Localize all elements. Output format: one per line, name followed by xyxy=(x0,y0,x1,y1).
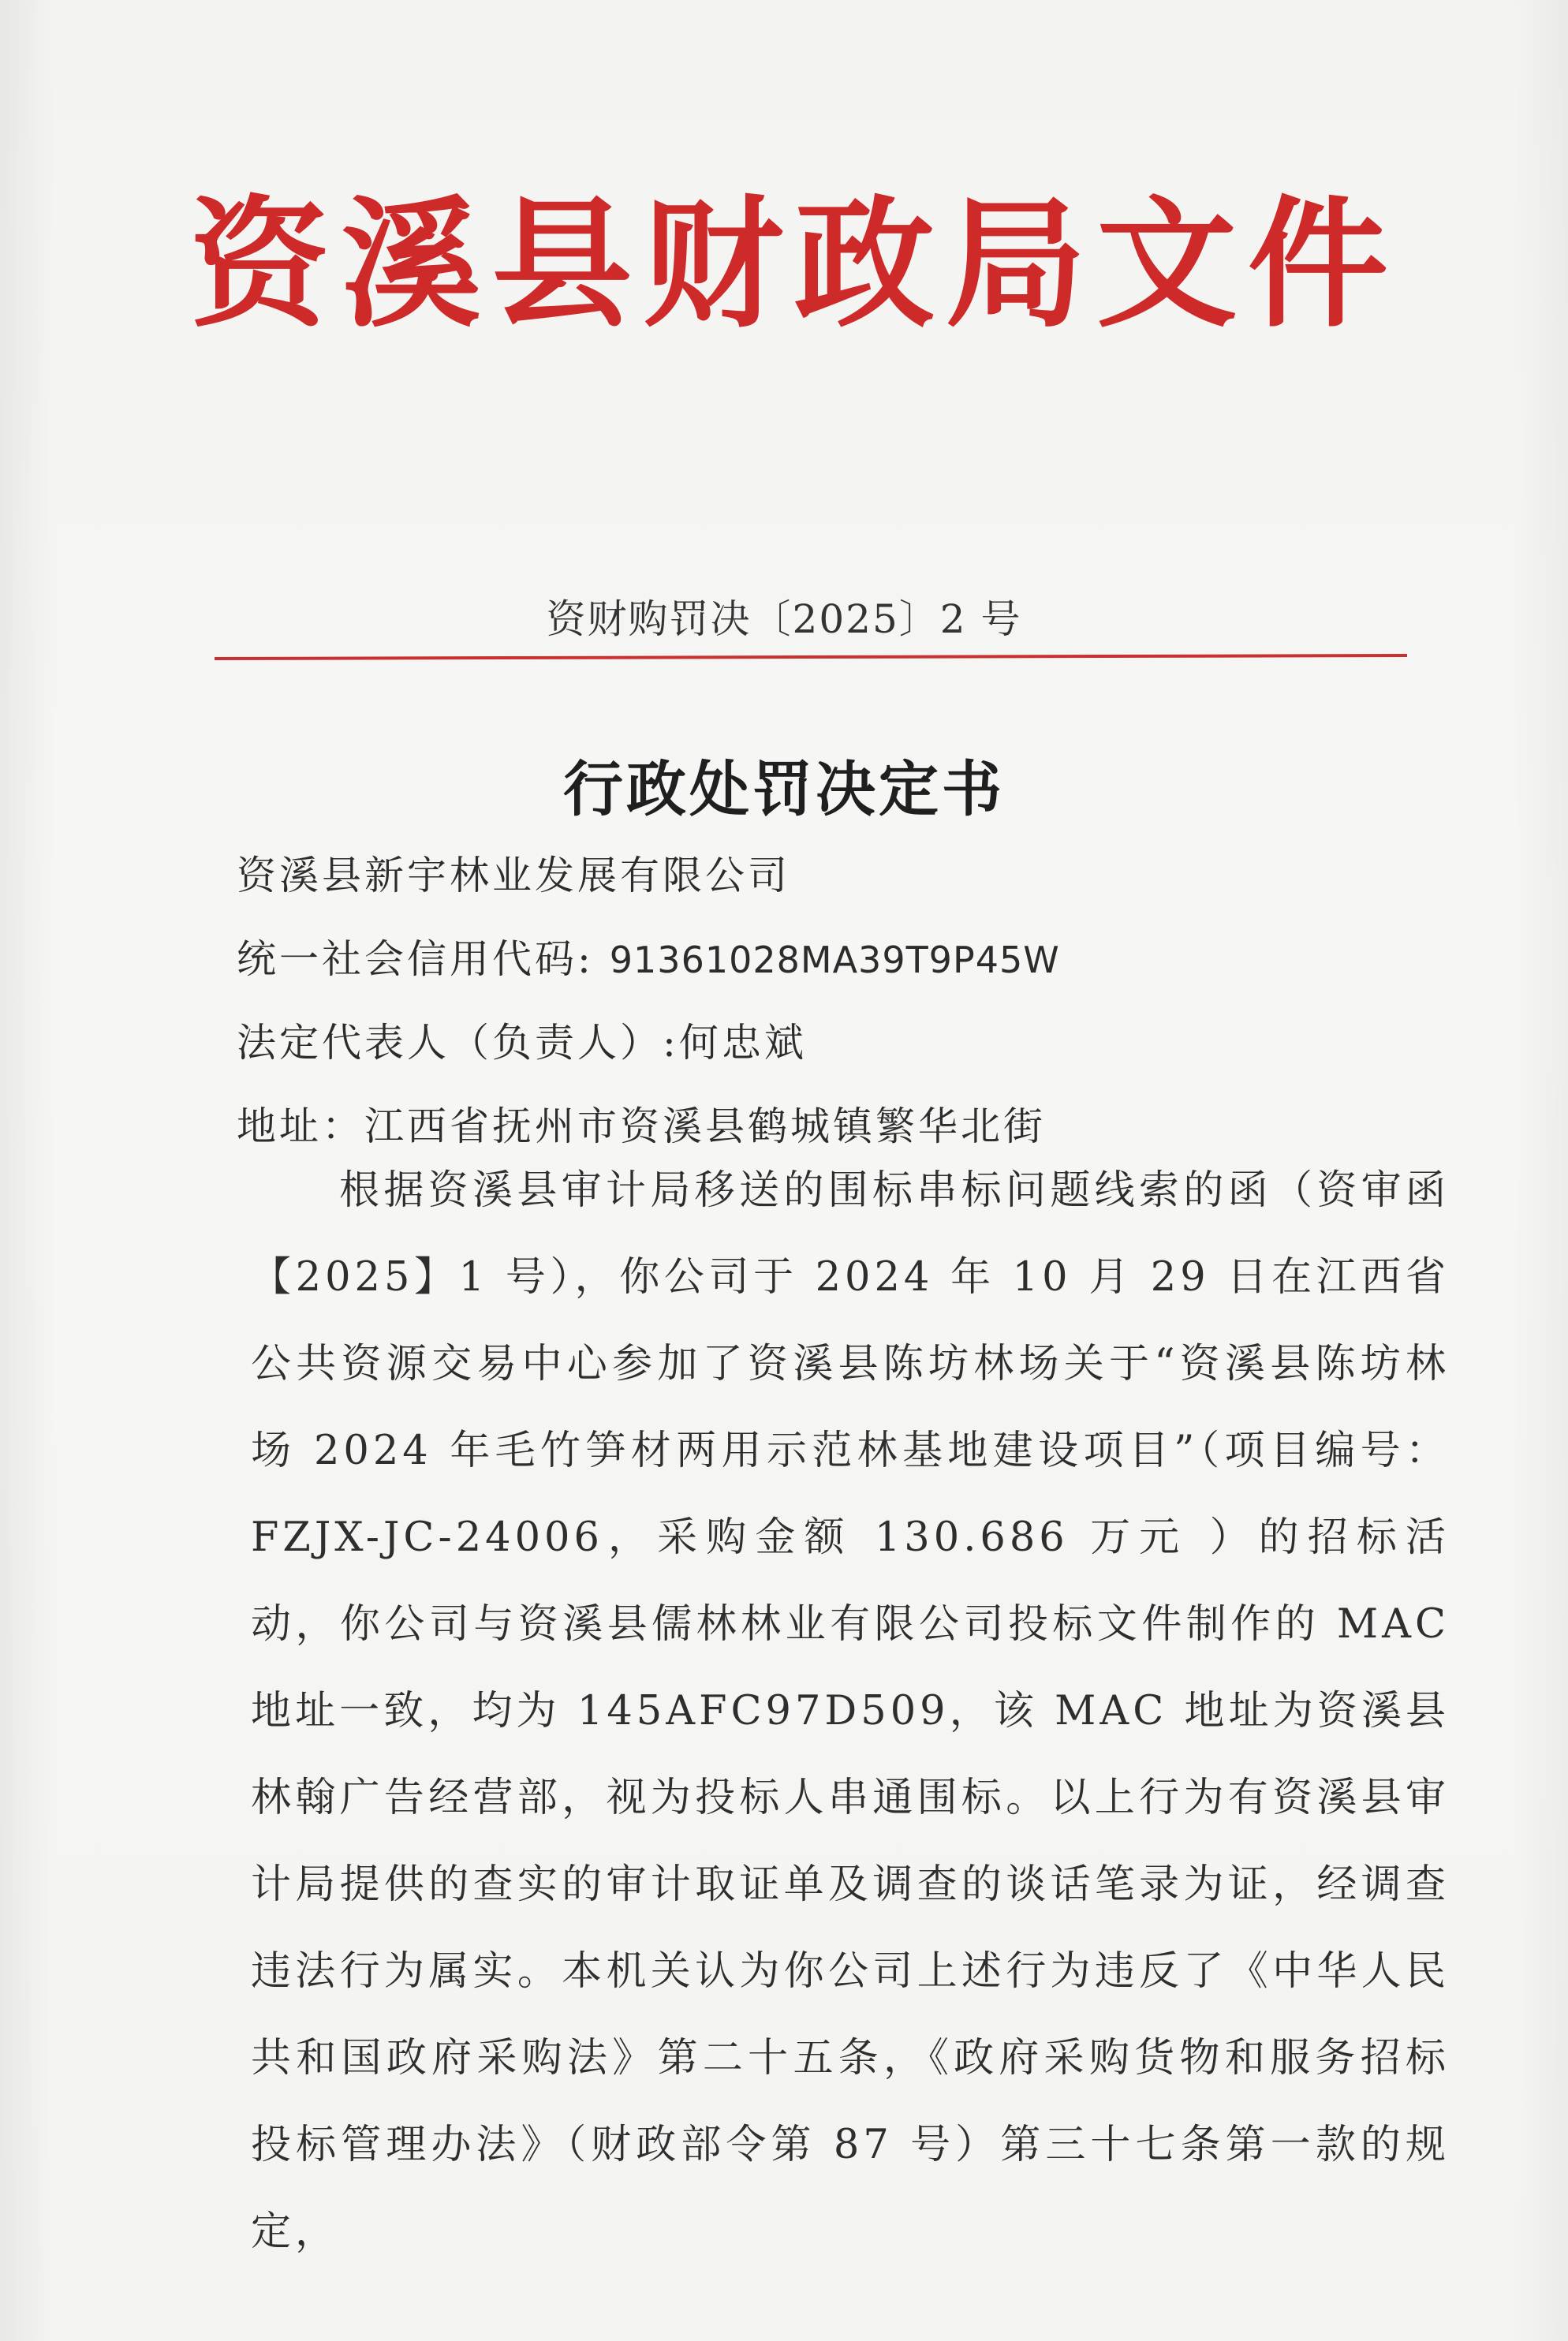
body-paragraph: 根据资溪县审计局移送的围标串标问题线索的函（资审函【2025】1 号），你公司于 2024 年 10 月 29 日在江西省公共资源交易中心参加了资溪县陈坊林场关于“资溪县陈坊林场 2024 年毛竹笋材两用示范林基地建设项目”（项目编号：FZJX-JC-24006，采购金额 130.686 万元 ）的招标活动，你公司与资溪县儒林林业有限公司投标文件制作的 MAC 地址一致，均为 145AFC97D509，该 MAC 地址为资溪县林翰广告经营部，视为投标人串通围标。以上行为有资溪县审计局提供的查实的审计取证单及调查的谈话笔录为证，经调查违法行为属实。本机关认为你公司上述行为违反了《中华人民共和国政府采购法》第二十五条，《政府采购货物和服务招标投标管理办法》（财政部令第 87 号）第三十七条第一款的规定， xyxy=(251,1167,1450,2255)
credit-code-value: 91361028MA39T9P45W xyxy=(609,939,1060,981)
masthead-char: 件 xyxy=(1247,181,1388,346)
document-title: 行政处罚决定书 xyxy=(563,754,1005,824)
party-address: 地址：江西省抚州市资溪县鹤城镇繁华北街 xyxy=(237,1103,1046,1149)
legal-representative: 法定代表人（负责人）:何忠斌 xyxy=(237,1020,807,1066)
red-divider-line xyxy=(215,654,1407,660)
masthead-char: 政 xyxy=(793,181,935,346)
document-number: 资财购罚决〔2025〕2 号 xyxy=(546,596,1022,642)
masthead-char: 县 xyxy=(491,181,633,346)
credit-code-label: 统一社会信用代码: xyxy=(237,936,594,982)
masthead-char: 局 xyxy=(945,181,1086,346)
masthead-char: 溪 xyxy=(340,181,481,346)
masthead-char: 文 xyxy=(1096,181,1238,346)
credit-code-line xyxy=(237,928,1060,984)
party-name: 资溪县新宇林业发展有限公司 xyxy=(237,853,790,898)
masthead-title xyxy=(189,162,1388,367)
page-shadow-right xyxy=(1513,0,1568,2341)
body-paragraph-block xyxy=(251,1148,1450,2276)
page-shadow-left xyxy=(0,0,55,2341)
masthead-char: 资 xyxy=(189,181,330,346)
masthead-char: 财 xyxy=(643,181,784,346)
